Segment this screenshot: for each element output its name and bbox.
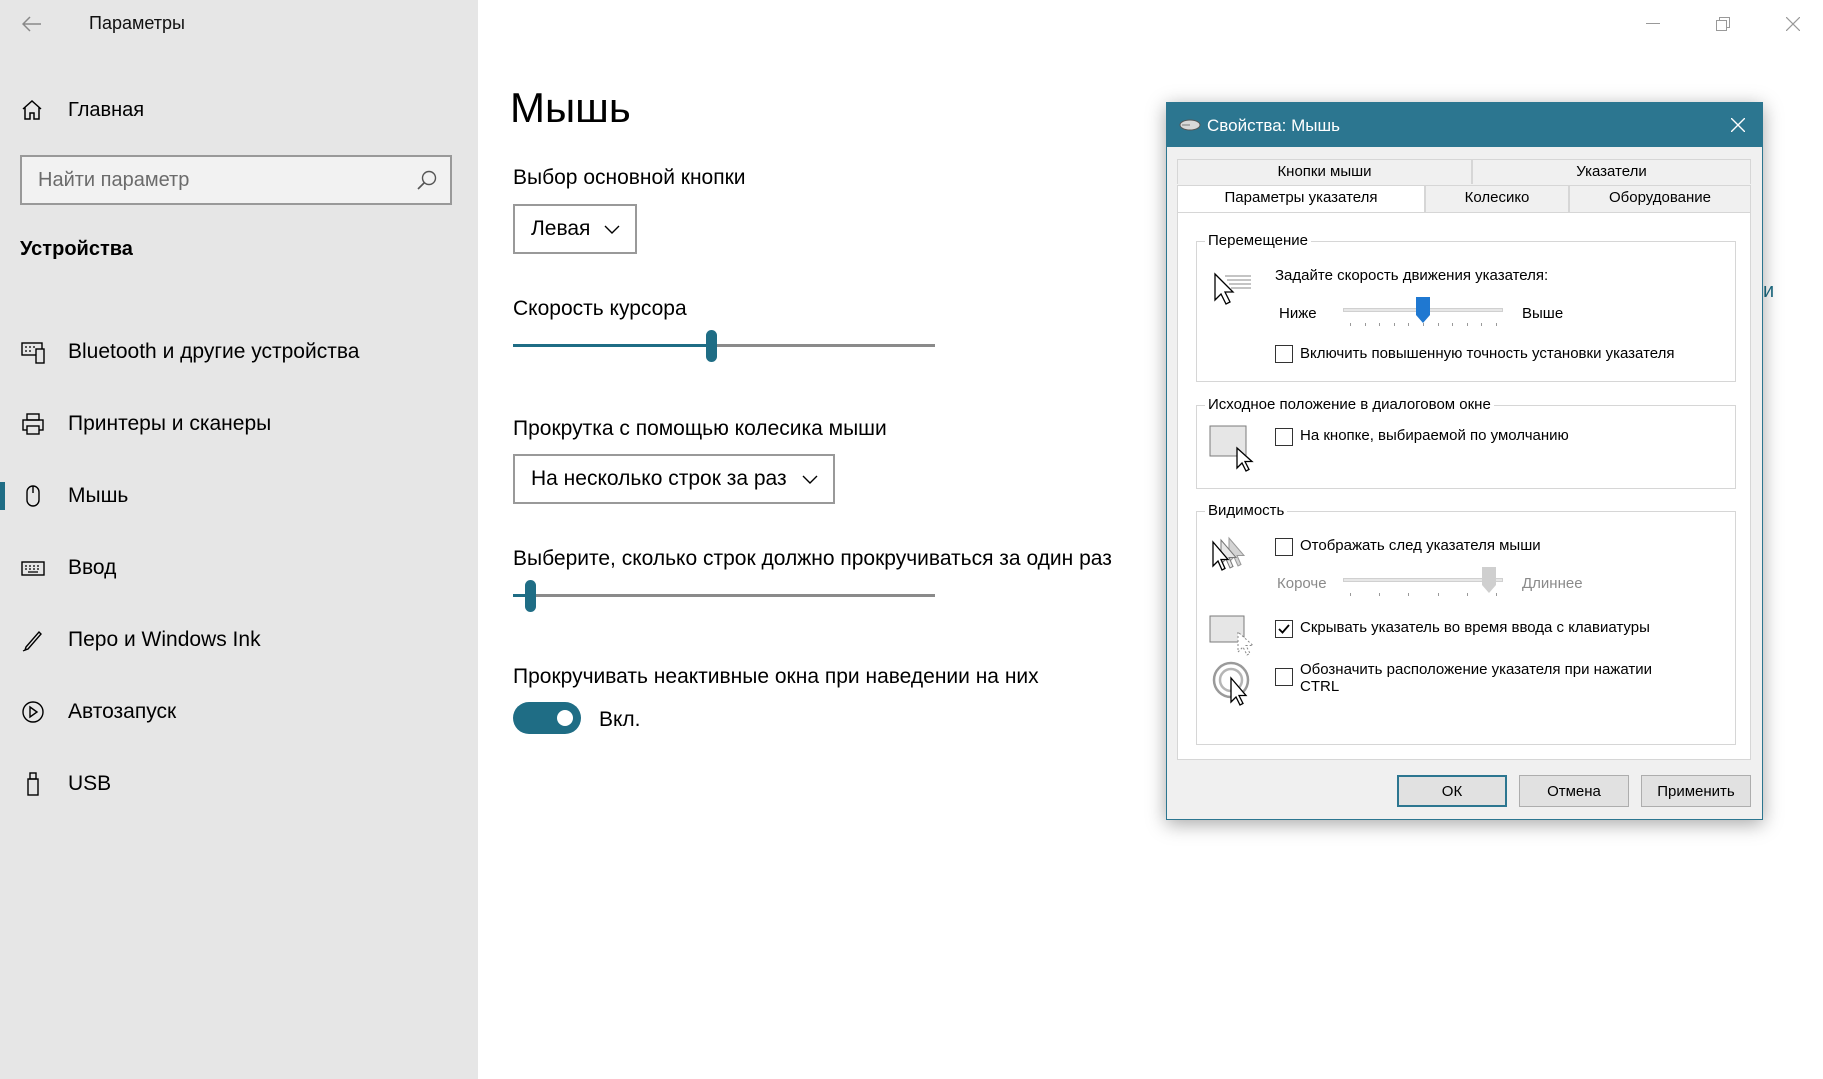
usb-icon (20, 771, 46, 797)
sidebar-item-usb[interactable] (0, 748, 478, 820)
back-button[interactable] (14, 6, 50, 42)
sidebar-item-autoplay[interactable] (0, 676, 478, 748)
ok-button[interactable]: ОК (1397, 775, 1507, 807)
snap-to-button-icon (1209, 424, 1257, 472)
slider-tick (1408, 323, 1409, 326)
trail-long-label: Длиннее (1522, 575, 1583, 592)
show-location-ctrl-icon (1209, 658, 1259, 708)
close-button[interactable] (1763, 4, 1823, 44)
slider-tick (1438, 593, 1439, 596)
close-icon (1731, 118, 1745, 132)
sidebar-home-label: Главная (68, 98, 145, 121)
slider-tick (1379, 323, 1380, 326)
primary-button-value: Левая (531, 217, 591, 240)
section-title: Устройства (20, 238, 133, 260)
restore-icon (1716, 17, 1730, 31)
wheel-scroll-value: На несколько строк за раз (531, 467, 787, 490)
movement-group (1196, 232, 1736, 382)
inactive-scroll-label: Прокручивать неактивные окна при наведении на них (513, 665, 1039, 688)
hide-while-typing-label: Скрывать указатель во время ввода с клавиатуры (1300, 619, 1650, 636)
primary-button-select[interactable] (513, 204, 637, 254)
pointer-speed-slider[interactable] (1343, 297, 1503, 327)
visibility-legend: Видимость (1205, 502, 1287, 519)
primary-button-label: Выбор основной кнопки (513, 166, 746, 189)
mouse-app-icon (1179, 119, 1201, 131)
snap-to-label: На кнопке, выбираемой по умолчанию (1300, 427, 1569, 444)
show-location-ctrl-label: Обозначить расположение указателя при нажатии (1300, 661, 1652, 678)
lines-count-slider[interactable] (513, 580, 935, 610)
show-location-ctrl-label-2: CTRL (1300, 678, 1340, 695)
movement-legend: Перемещение (1205, 232, 1311, 249)
sidebar-item-printers[interactable] (0, 388, 478, 460)
slider-track (1343, 578, 1503, 582)
app-title: Параметры (89, 13, 185, 33)
sidebar-item-label: Перо и Windows Ink (68, 628, 261, 651)
partial-link-text[interactable]: и (1763, 280, 1775, 302)
close-icon (1786, 17, 1800, 31)
dialog-title: Свойства: Мышь (1207, 116, 1340, 135)
inactive-scroll-toggle[interactable] (513, 702, 581, 734)
slider-tick (1350, 593, 1351, 596)
search-icon[interactable] (416, 169, 438, 191)
pointer-trails-icon (1209, 532, 1259, 576)
restore-button[interactable] (1693, 4, 1753, 44)
enhance-precision-checkbox[interactable] (1275, 345, 1293, 363)
tab-buttons[interactable]: Кнопки мыши (1177, 159, 1472, 184)
hide-while-typing-checkbox[interactable] (1275, 620, 1293, 638)
visibility-group (1196, 502, 1736, 745)
tab-panel (1177, 212, 1751, 760)
page-title: Мышь (510, 84, 631, 131)
pointer-trails-label: Отображать след указателя мыши (1300, 537, 1541, 554)
pointer-speed-icon (1211, 268, 1255, 308)
dialog-title-bar (1167, 103, 1762, 147)
sidebar-nav (0, 316, 478, 820)
slider-tick (1467, 593, 1468, 596)
pointer-trails-checkbox[interactable] (1275, 538, 1293, 556)
hide-while-typing-icon (1209, 614, 1259, 658)
dialog-close-button[interactable] (1723, 111, 1753, 139)
sidebar-item-pen[interactable] (0, 604, 478, 676)
sidebar-home[interactable] (20, 92, 144, 128)
wheel-scroll-select[interactable] (513, 454, 835, 504)
sidebar-item-typing[interactable] (0, 532, 478, 604)
mouse-icon (20, 483, 46, 509)
slider-tick (1365, 323, 1366, 326)
slider-tick (1467, 323, 1468, 326)
mouse-properties-dialog (1166, 102, 1763, 820)
tab-pointers[interactable]: Указатели (1472, 159, 1751, 184)
slider-ticks (1343, 593, 1503, 597)
speed-prompt: Задайте скорость движения указателя: (1275, 267, 1549, 284)
sidebar-item-label: Принтеры и сканеры (68, 412, 272, 435)
sidebar-item-label: Мышь (68, 484, 129, 507)
slider-tick (1496, 593, 1497, 596)
slider-tick (1423, 323, 1424, 326)
speed-high-label: Выше (1522, 305, 1564, 322)
show-location-ctrl-checkbox[interactable] (1275, 668, 1293, 686)
trail-short-label: Короче (1277, 575, 1327, 592)
autoplay-icon (20, 699, 46, 725)
speed-low-label: Ниже (1279, 305, 1317, 322)
snap-to-legend: Исходное положение в диалоговом окне (1205, 396, 1494, 413)
snap-to-group (1196, 396, 1736, 489)
snap-to-checkbox[interactable] (1275, 428, 1293, 446)
checkmark-icon (1277, 622, 1291, 636)
search-box[interactable] (20, 155, 452, 205)
slider-thumb[interactable] (1416, 297, 1430, 323)
slider-tick (1452, 323, 1453, 326)
chevron-down-icon (801, 470, 819, 488)
enhance-precision-label: Включить повышенную точность установки указателя (1300, 345, 1675, 362)
search-input[interactable] (38, 169, 408, 192)
arrow-left-icon (22, 16, 42, 32)
slider-tick (1379, 593, 1380, 596)
slider-thumb[interactable] (525, 580, 536, 612)
slider-tick (1496, 323, 1497, 326)
cancel-button[interactable]: Отмена (1519, 775, 1629, 807)
cursor-speed-label: Скорость курсора (513, 297, 687, 320)
slider-fill (513, 344, 711, 347)
title-bar (0, 0, 1823, 48)
wheel-scroll-label: Прокрутка с помощью колесика мыши (513, 417, 887, 440)
apply-button[interactable]: Применить (1641, 775, 1751, 807)
chevron-down-icon (603, 220, 621, 238)
tab-hardware[interactable]: Оборудование (1569, 185, 1751, 212)
sidebar-item-label: Ввод (68, 556, 117, 579)
minimize-button[interactable] (1623, 4, 1683, 44)
tab-pointer-options[interactable]: Параметры указателя (1177, 185, 1425, 213)
slider-tick (1408, 593, 1409, 596)
minimize-icon (1646, 23, 1660, 25)
lines-count-label: Выберите, сколько строк должно прокручиваться за один раз (513, 547, 1112, 570)
pen-icon (20, 627, 46, 653)
bluetooth-devices-icon (20, 339, 46, 365)
sidebar-item-mouse[interactable] (0, 460, 478, 532)
slider-track (513, 594, 935, 597)
printer-icon (20, 411, 46, 437)
sidebar-item-bluetooth[interactable] (0, 316, 478, 388)
home-icon (20, 98, 44, 122)
slider-tick (1350, 323, 1351, 326)
sidebar-item-label: USB (68, 772, 112, 795)
trail-length-slider (1343, 567, 1503, 597)
keyboard-icon (20, 555, 46, 581)
sidebar-item-label: Bluetooth и другие устройства (68, 340, 360, 363)
slider-tick (1394, 323, 1395, 326)
slider-tick (1438, 323, 1439, 326)
toggle-state-label: Вкл. (599, 708, 641, 731)
cursor-speed-slider[interactable] (513, 330, 935, 360)
slider-thumb (1482, 567, 1496, 593)
tab-wheel[interactable]: Колесико (1425, 185, 1569, 212)
slider-tick (1481, 323, 1482, 326)
sidebar-item-label: Автозапуск (68, 700, 177, 723)
slider-ticks (1343, 323, 1503, 327)
slider-thumb[interactable] (706, 330, 717, 362)
